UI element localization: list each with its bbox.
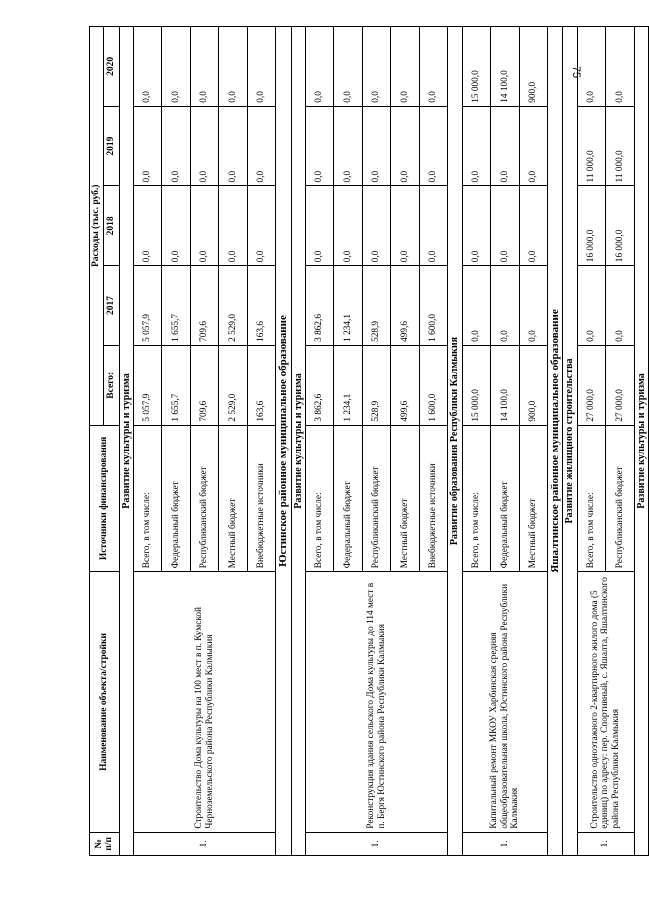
amount-2018: 0,0 <box>391 186 420 266</box>
amount-2019: 0,0 <box>247 106 276 186</box>
funding-source: Всего, в том числе: <box>462 425 491 572</box>
object-number: 1. <box>133 832 276 855</box>
amount-2017: 709,6 <box>190 266 219 346</box>
amount-2017: 1 600,0 <box>419 266 448 346</box>
amount-2020: 0,0 <box>133 27 162 107</box>
col-header-year: 2018 <box>103 186 119 266</box>
table-row <box>305 27 334 856</box>
municipality-title: Яшалтинское районное муниципальное образование <box>548 27 563 856</box>
amount-2018: 16 000,0 <box>577 186 606 266</box>
page-number: 75 <box>570 65 582 79</box>
amount-2019: 0,0 <box>491 106 520 186</box>
amount-2018: 0,0 <box>419 186 448 266</box>
amount-2020: 15 000,0 <box>462 27 491 107</box>
amount-2020: 0,0 <box>305 27 334 107</box>
amount-total: 163,6 <box>247 345 276 425</box>
section-row <box>563 27 577 856</box>
amount-2020: 0,0 <box>577 27 606 107</box>
municipality-row <box>548 27 563 856</box>
col-header-num: № п/п <box>90 832 120 855</box>
col-header-expenses: Расходы (тыс. руб.) <box>90 27 104 426</box>
amount-total: 709,6 <box>190 345 219 425</box>
amount-2020: 14 100,0 <box>491 27 520 107</box>
amount-total: 5 057,9 <box>133 345 162 425</box>
funding-source: Федеральный бюджет <box>491 425 520 572</box>
amount-2017: 2 529,0 <box>219 266 248 346</box>
amount-2020: 0,0 <box>162 27 191 107</box>
amount-total: 900,0 <box>519 345 548 425</box>
amount-2017: 5 057,9 <box>133 266 162 346</box>
amount-2018: 0,0 <box>491 186 520 266</box>
amount-2019: 0,0 <box>462 106 491 186</box>
amount-2018: 0,0 <box>462 186 491 266</box>
amount-2019: 0,0 <box>334 106 363 186</box>
section-title: Развитие культуры и туризма <box>119 27 133 856</box>
amount-2018: 0,0 <box>190 186 219 266</box>
funding-source: Всего, в том числе: <box>305 425 334 572</box>
amount-total: 499,6 <box>391 345 420 425</box>
funding-source: Республиканский бюджет <box>190 425 219 572</box>
table-row <box>577 27 606 856</box>
col-header-total: Всего: <box>103 345 119 425</box>
amount-2020: 0,0 <box>419 27 448 107</box>
col-header-object-name: Наименование объекта/стройки <box>90 572 120 832</box>
table-header-row <box>90 27 104 856</box>
amount-2019: 0,0 <box>162 106 191 186</box>
amount-2017: 0,0 <box>519 266 548 346</box>
object-number: 1. <box>577 832 634 855</box>
section-row <box>634 27 648 856</box>
amount-total: 528,9 <box>362 345 391 425</box>
amount-2018: 0,0 <box>247 186 276 266</box>
amount-2020: 0,0 <box>391 27 420 107</box>
amount-2017: 0,0 <box>491 266 520 346</box>
amount-2020: 0,0 <box>247 27 276 107</box>
amount-2018: 0,0 <box>162 186 191 266</box>
object-name: Реконструкция здания сельского Дома культуры до 114 мест в п. Бергя Юстинского района Республики Калмыкия <box>305 572 448 832</box>
amount-total: 1 234,1 <box>334 345 363 425</box>
col-header-source: Источники финансирования <box>90 425 120 572</box>
municipality-row <box>276 27 291 856</box>
section-title: Развитие образования Республики Калмыкия <box>448 27 462 856</box>
table-row <box>133 27 162 856</box>
amount-2018: 0,0 <box>219 186 248 266</box>
amount-2020: 0,0 <box>219 27 248 107</box>
object-number: 1. <box>305 832 448 855</box>
amount-2017: 528,9 <box>362 266 391 346</box>
section-row <box>291 27 305 856</box>
amount-2018: 16 000,0 <box>606 186 635 266</box>
amount-2018: 0,0 <box>362 186 391 266</box>
section-title: Развитие культуры и туризма <box>634 27 648 856</box>
amount-2020: 900,0 <box>519 27 548 107</box>
amount-2018: 0,0 <box>305 186 334 266</box>
object-name: Строительство Дома культуры на 100 мест в п. Кумской Черноземельского района Республики Калмыкия <box>133 572 276 832</box>
amount-2017: 1 234,1 <box>334 266 363 346</box>
funding-source: Федеральный бюджет <box>334 425 363 572</box>
amount-2017: 163,6 <box>247 266 276 346</box>
funding-source: Республиканский бюджет <box>606 425 635 572</box>
amount-2020: 0,0 <box>606 27 635 107</box>
col-header-year: 2020 <box>103 27 119 107</box>
amount-total: 27 000,0 <box>606 345 635 425</box>
amount-2020: 0,0 <box>190 27 219 107</box>
table-row <box>462 27 491 856</box>
amount-total: 15 000,0 <box>462 345 491 425</box>
amount-2019: 0,0 <box>190 106 219 186</box>
amount-2019: 0,0 <box>305 106 334 186</box>
amount-2018: 0,0 <box>133 186 162 266</box>
amount-2019: 11 000,0 <box>577 106 606 186</box>
amount-2017: 0,0 <box>577 266 606 346</box>
amount-2018: 0,0 <box>519 186 548 266</box>
funding-source: Федеральный бюджет <box>162 425 191 572</box>
amount-total: 27 000,0 <box>577 345 606 425</box>
amount-2017: 1 655,7 <box>162 266 191 346</box>
amount-2019: 0,0 <box>362 106 391 186</box>
object-number: 1. <box>462 832 548 855</box>
amount-total: 3 862,6 <box>305 345 334 425</box>
amount-2017: 0,0 <box>606 266 635 346</box>
section-row <box>448 27 462 856</box>
amount-2019: 0,0 <box>419 106 448 186</box>
funding-source: Местный бюджет <box>391 425 420 572</box>
municipality-title: Юстинское районное муниципальное образование <box>276 27 291 856</box>
amount-2019: 0,0 <box>133 106 162 186</box>
amount-total: 1 655,7 <box>162 345 191 425</box>
investment-table <box>89 26 649 856</box>
amount-2019: 11 000,0 <box>606 106 635 186</box>
col-header-year: 2017 <box>103 266 119 346</box>
amount-2017: 3 862,6 <box>305 266 334 346</box>
funding-source: Внебюджетные источники <box>419 425 448 572</box>
amount-2020: 0,0 <box>362 27 391 107</box>
amount-2019: 0,0 <box>519 106 548 186</box>
table-body <box>119 27 648 856</box>
amount-2017: 499,6 <box>391 266 420 346</box>
amount-total: 2 529,0 <box>219 345 248 425</box>
amount-2020: 0,0 <box>334 27 363 107</box>
section-row <box>119 27 133 856</box>
amount-2019: 0,0 <box>219 106 248 186</box>
object-name: Строительство одноэтажного 2-квартирного жилого дома (5 единиц) по адресу: пер. Спортивный, с. Яшалта, Яшалтинского района Республики Калмыкия <box>577 572 634 832</box>
amount-2018: 0,0 <box>334 186 363 266</box>
section-title: Развитие жилищного строительства <box>563 27 577 856</box>
funding-source: Республиканский бюджет <box>362 425 391 572</box>
funding-source: Всего, в том числе: <box>133 425 162 572</box>
funding-source: Всего, в том числе: <box>577 425 606 572</box>
section-title: Развитие культуры и туризма <box>291 27 305 856</box>
amount-2019: 0,0 <box>391 106 420 186</box>
amount-2017: 0,0 <box>462 266 491 346</box>
col-header-year: 2019 <box>103 106 119 186</box>
funding-source: Местный бюджет <box>219 425 248 572</box>
funding-source: Внебюджетные источники <box>247 425 276 572</box>
amount-total: 1 600,0 <box>419 345 448 425</box>
object-name: Капитальный ремонт МКОУ Харбинская средняя общеобразовательная школа, Юстинского района Республики Калмыкия <box>462 572 548 832</box>
amount-total: 14 100,0 <box>491 345 520 425</box>
funding-source: Местный бюджет <box>519 425 548 572</box>
